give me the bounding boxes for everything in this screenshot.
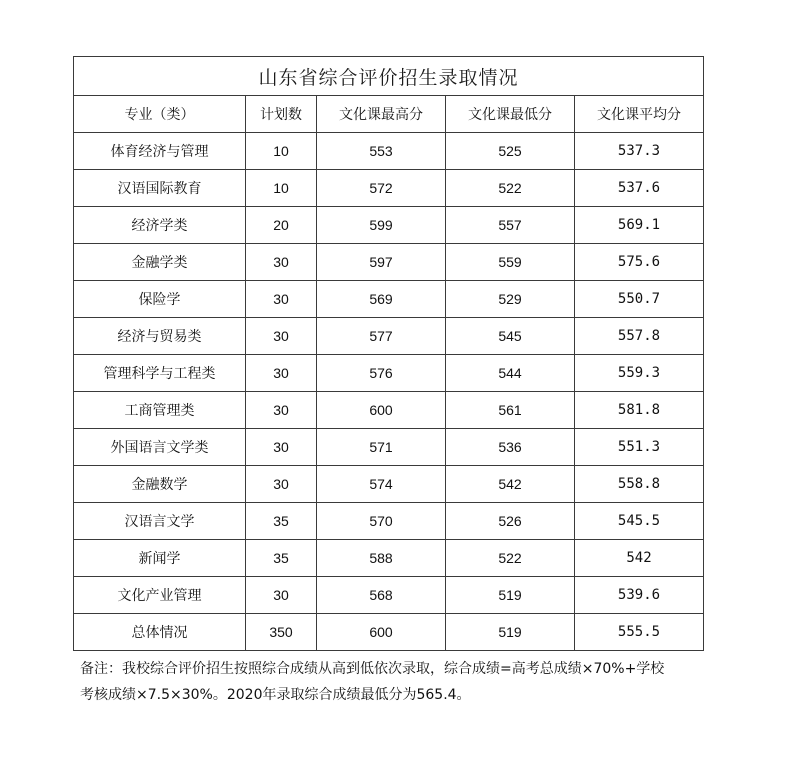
table-row: [74, 170, 704, 207]
cell-min-score: 519: [446, 614, 575, 651]
table-row: [74, 540, 704, 577]
cell-plan: 35: [246, 503, 317, 540]
cell-max-score: 572: [317, 170, 446, 207]
cell-avg-score: 550.7: [575, 281, 704, 318]
cell-major: 金融学类: [74, 244, 246, 281]
cell-min-score: 557: [446, 207, 575, 244]
cell-min-score: 545: [446, 318, 575, 355]
table-row: [74, 466, 704, 503]
cell-max-score: 571: [317, 429, 446, 466]
cell-max-score: 600: [317, 614, 446, 651]
cell-major: 经济学类: [74, 207, 246, 244]
cell-min-score: 536: [446, 429, 575, 466]
table-body: [74, 133, 704, 651]
cell-major: 汉语言文学: [74, 503, 246, 540]
cell-plan: 30: [246, 281, 317, 318]
table-row: [74, 281, 704, 318]
cell-min-score: 525: [446, 133, 575, 170]
header-plan: 计划数: [246, 96, 317, 133]
cell-max-score: 569: [317, 281, 446, 318]
cell-plan: 30: [246, 466, 317, 503]
cell-avg-score: 575.6: [575, 244, 704, 281]
cell-max-score: 576: [317, 355, 446, 392]
cell-avg-score: 569.1: [575, 207, 704, 244]
cell-max-score: 574: [317, 466, 446, 503]
cell-plan: 30: [246, 244, 317, 281]
header-row: [74, 96, 704, 133]
cell-major: 经济与贸易类: [74, 318, 246, 355]
cell-max-score: 600: [317, 392, 446, 429]
cell-min-score: 522: [446, 170, 575, 207]
cell-plan: 20: [246, 207, 317, 244]
cell-max-score: 568: [317, 577, 446, 614]
footnote: [80, 656, 720, 708]
cell-major: 总体情况: [74, 614, 246, 651]
cell-avg-score: 537.6: [575, 170, 704, 207]
cell-major: 体育经济与管理: [74, 133, 246, 170]
table-row: [74, 133, 704, 170]
cell-max-score: 599: [317, 207, 446, 244]
cell-plan: 30: [246, 318, 317, 355]
cell-min-score: 519: [446, 577, 575, 614]
title-row: [74, 57, 704, 96]
cell-avg-score: 557.8: [575, 318, 704, 355]
cell-avg-score: 537.3: [575, 133, 704, 170]
cell-max-score: 553: [317, 133, 446, 170]
cell-major: 保险学: [74, 281, 246, 318]
cell-max-score: 570: [317, 503, 446, 540]
cell-min-score: 561: [446, 392, 575, 429]
cell-min-score: 526: [446, 503, 575, 540]
cell-min-score: 522: [446, 540, 575, 577]
cell-plan: 30: [246, 392, 317, 429]
cell-major: 工商管理类: [74, 392, 246, 429]
cell-avg-score: 539.6: [575, 577, 704, 614]
footnote-line-2: 考核成绩×7.5×30%。2020年录取综合成绩最低分为565.4。: [80, 687, 471, 703]
cell-avg-score: 558.8: [575, 466, 704, 503]
header-max-score: 文化课最高分: [317, 96, 446, 133]
cell-max-score: 577: [317, 318, 446, 355]
cell-major: 汉语国际教育: [74, 170, 246, 207]
cell-avg-score: 559.3: [575, 355, 704, 392]
cell-major: 新闻学: [74, 540, 246, 577]
footnote-line-1: 备注：我校综合评价招生按照综合成绩从高到低依次录取，综合成绩=高考总成绩×70%+学校: [80, 661, 665, 677]
cell-max-score: 588: [317, 540, 446, 577]
table-row: [74, 318, 704, 355]
cell-major: 金融数学: [74, 466, 246, 503]
cell-major: 外国语言文学类: [74, 429, 246, 466]
table-row: [74, 614, 704, 651]
cell-major: 管理科学与工程类: [74, 355, 246, 392]
cell-min-score: 529: [446, 281, 575, 318]
table-row: [74, 577, 704, 614]
cell-plan: 30: [246, 355, 317, 392]
cell-avg-score: 545.5: [575, 503, 704, 540]
cell-plan: 10: [246, 133, 317, 170]
cell-avg-score: 551.3: [575, 429, 704, 466]
cell-max-score: 597: [317, 244, 446, 281]
cell-plan: 30: [246, 429, 317, 466]
admission-table: [73, 56, 704, 651]
cell-avg-score: 555.5: [575, 614, 704, 651]
table-row: [74, 207, 704, 244]
table-row: [74, 503, 704, 540]
header-avg-score: 文化课平均分: [575, 96, 704, 133]
header-major: 专业（类）: [74, 96, 246, 133]
cell-avg-score: 581.8: [575, 392, 704, 429]
table-row: [74, 392, 704, 429]
cell-min-score: 559: [446, 244, 575, 281]
cell-plan: 350: [246, 614, 317, 651]
table-row: [74, 244, 704, 281]
cell-plan: 10: [246, 170, 317, 207]
cell-min-score: 544: [446, 355, 575, 392]
cell-avg-score: 542: [575, 540, 704, 577]
cell-plan: 30: [246, 577, 317, 614]
table-title: 山东省综合评价招生录取情况: [74, 57, 704, 96]
table-row: [74, 429, 704, 466]
cell-min-score: 542: [446, 466, 575, 503]
cell-major: 文化产业管理: [74, 577, 246, 614]
header-min-score: 文化课最低分: [446, 96, 575, 133]
cell-plan: 35: [246, 540, 317, 577]
table-row: [74, 355, 704, 392]
